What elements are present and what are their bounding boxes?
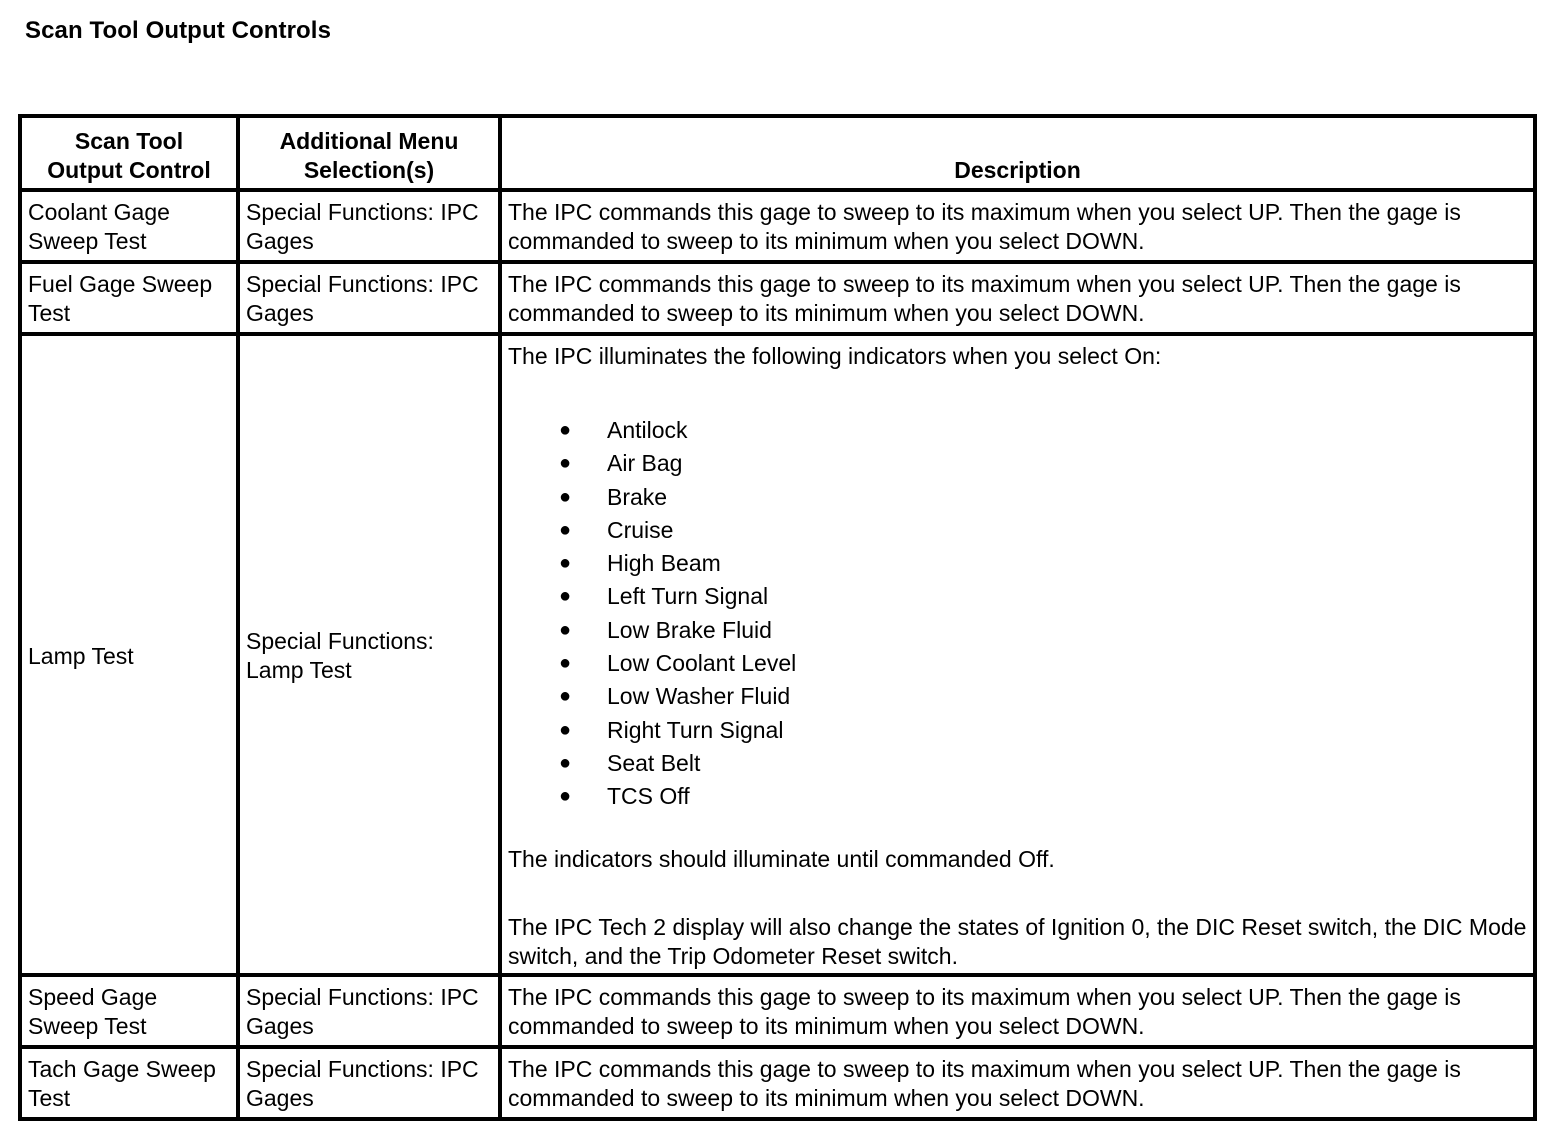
table-row bbox=[20, 334, 1535, 975]
indicator-label: Brake bbox=[607, 483, 668, 510]
header-description: Description bbox=[500, 116, 1535, 190]
cell-menu: Special Functions: Lamp Test bbox=[238, 334, 500, 975]
cell-control: Tach Gage Sweep Test bbox=[20, 1047, 238, 1119]
cell-control: Coolant Gage Sweep Test bbox=[20, 190, 238, 262]
cell-description: The IPC commands this gage to sweep to its maximum when you select UP. Then the gage is commanded to sweep to its minimum when you select DOWN. bbox=[500, 190, 1535, 262]
cell-control: Speed Gage Sweep Test bbox=[20, 975, 238, 1047]
header-output-control bbox=[20, 116, 238, 190]
list-item bbox=[508, 714, 1527, 747]
bullet-icon: ● bbox=[559, 452, 572, 475]
indicator-label: Right Turn Signal bbox=[607, 716, 784, 743]
cell-menu: Special Functions: IPC Gages bbox=[238, 190, 500, 262]
bullet-icon: ● bbox=[559, 518, 572, 541]
output-controls-table bbox=[18, 114, 1537, 1121]
indicator-label: High Beam bbox=[607, 550, 721, 577]
bullet-icon: ● bbox=[559, 652, 572, 675]
indicator-label: Air Bag bbox=[607, 450, 683, 477]
list-item bbox=[508, 514, 1527, 547]
bullet-icon: ● bbox=[559, 618, 572, 641]
list-item bbox=[508, 580, 1527, 613]
bullet-icon: ● bbox=[559, 585, 572, 608]
header-menu-selection bbox=[238, 116, 500, 190]
indicator-label: Low Coolant Level bbox=[607, 650, 797, 677]
list-item bbox=[508, 547, 1527, 580]
bullet-icon: ● bbox=[559, 718, 572, 741]
list-item bbox=[508, 414, 1527, 447]
cell-description: The IPC commands this gage to sweep to its maximum when you select UP. Then the gage is commanded to sweep to its minimum when you select DOWN. bbox=[500, 1047, 1535, 1119]
table-row bbox=[20, 190, 1535, 262]
table-row bbox=[20, 1047, 1535, 1119]
list-item bbox=[508, 780, 1527, 813]
page-title: Scan Tool Output Controls bbox=[25, 17, 332, 44]
list-item bbox=[508, 447, 1527, 480]
table-row bbox=[20, 262, 1535, 334]
indicator-list bbox=[508, 414, 1527, 814]
cell-menu: Special Functions: IPC Gages bbox=[238, 975, 500, 1047]
cell-menu: Special Functions: IPC Gages bbox=[238, 262, 500, 334]
cell-description: The IPC commands this gage to sweep to its maximum when you select UP. Then the gage is commanded to sweep to its minimum when you select DOWN. bbox=[500, 262, 1535, 334]
header-row bbox=[20, 116, 1535, 190]
bullet-icon: ● bbox=[559, 785, 572, 808]
description-note: The IPC Tech 2 display will also change the states of Ignition 0, the DIC Reset switch, the DIC Mode switch, and the Trip Odometer Reset switch. bbox=[508, 913, 1527, 969]
cell-description: The IPC commands this gage to sweep to its maximum when you select UP. Then the gage is commanded to sweep to its minimum when you select DOWN. bbox=[500, 975, 1535, 1047]
list-item bbox=[508, 747, 1527, 780]
bullet-icon: ● bbox=[559, 485, 572, 508]
bullet-icon: ● bbox=[559, 552, 572, 575]
bullet-icon: ● bbox=[559, 751, 572, 774]
indicator-label: Seat Belt bbox=[607, 749, 701, 776]
bullet-icon: ● bbox=[559, 419, 572, 441]
indicator-label: TCS Off bbox=[607, 783, 690, 810]
list-item bbox=[508, 481, 1527, 514]
table-row bbox=[20, 975, 1535, 1047]
list-item bbox=[508, 614, 1527, 647]
indicator-label: Left Turn Signal bbox=[607, 583, 769, 610]
description-note: The indicators should illuminate until commanded Off. bbox=[508, 845, 1055, 872]
header-line: Selection(s) bbox=[303, 157, 435, 183]
indicator-label: Low Brake Fluid bbox=[607, 616, 772, 643]
cell-control: Fuel Gage Sweep Test bbox=[20, 262, 238, 334]
description-intro: The IPC illuminates the following indicators when you select On: bbox=[508, 343, 1162, 369]
indicator-label: Cruise bbox=[607, 516, 674, 543]
header-line: Scan Tool bbox=[74, 128, 184, 154]
indicator-label: Low Washer Fluid bbox=[607, 683, 791, 710]
bullet-icon: ● bbox=[559, 685, 572, 708]
header-line: Output Control bbox=[47, 157, 211, 183]
indicator-label: Antilock bbox=[607, 417, 688, 443]
cell-description bbox=[500, 334, 1535, 975]
cell-menu: Special Functions: IPC Gages bbox=[238, 1047, 500, 1119]
cell-control: Lamp Test bbox=[20, 334, 238, 975]
list-item bbox=[508, 680, 1527, 713]
list-item bbox=[508, 647, 1527, 680]
header-line: Additional Menu bbox=[279, 128, 459, 154]
